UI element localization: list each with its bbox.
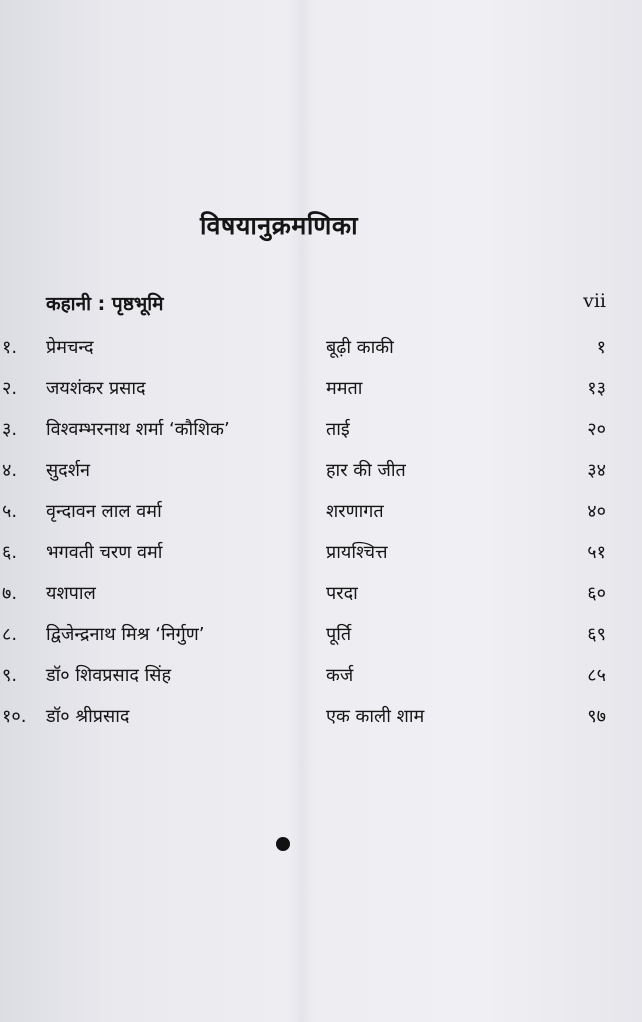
entry-number: ५. xyxy=(2,501,18,522)
toc-row xyxy=(0,376,642,410)
entry-number: १. xyxy=(2,337,18,358)
entry-number: ८. xyxy=(2,624,18,645)
story-title: शरणागत xyxy=(326,501,384,522)
page-title: विषयानुक्रमणिका xyxy=(200,211,359,240)
story-title: परदा xyxy=(326,583,358,604)
entry-number: २. xyxy=(2,378,18,399)
toc-row xyxy=(0,663,642,697)
page-number: ९७ xyxy=(587,706,606,727)
story-title: ममता xyxy=(326,378,363,399)
author-name: डॉ० शिवप्रसाद सिंह xyxy=(46,665,172,686)
entry-number: १०. xyxy=(2,706,27,727)
story-title: हार की जीत xyxy=(326,460,406,481)
page-number: ६९ xyxy=(587,624,606,645)
page-number: ५१ xyxy=(587,542,606,563)
page-number: ८५ xyxy=(587,665,606,686)
toc-intro-row xyxy=(0,290,642,324)
story-title: प्रायश्चित्त xyxy=(326,542,388,563)
story-title: एक काली शाम xyxy=(326,706,425,727)
toc-row xyxy=(0,704,642,738)
entry-number: ४. xyxy=(2,460,18,481)
toc-row xyxy=(0,335,642,369)
intro-page: vii xyxy=(583,290,606,312)
entry-number: ९. xyxy=(2,665,18,686)
author-name: सुदर्शन xyxy=(46,460,90,481)
author-name: प्रेमचन्द xyxy=(46,337,94,358)
page-number: १३ xyxy=(587,378,606,399)
intro-label: कहानी : पृष्ठभूमि xyxy=(46,293,164,315)
entry-number: ३. xyxy=(2,419,18,440)
page-number: ६० xyxy=(587,583,606,604)
toc-row xyxy=(0,499,642,533)
story-title: ताई xyxy=(326,419,350,440)
author-name: डॉ० श्रीप्रसाद xyxy=(46,706,130,727)
story-title: बूढ़ी काकी xyxy=(326,337,394,358)
page-number: ४० xyxy=(587,501,606,522)
toc-row xyxy=(0,417,642,451)
page-number: १ xyxy=(596,337,606,358)
end-bullet-dot xyxy=(276,837,290,851)
toc-row xyxy=(0,581,642,615)
entry-number: ६. xyxy=(2,542,18,563)
author-name: विश्वम्भरनाथ शर्मा ‘कौशिक’ xyxy=(46,419,230,440)
author-name: जयशंकर प्रसाद xyxy=(46,378,146,399)
page-number: ३४ xyxy=(587,460,606,481)
author-name: यशपाल xyxy=(46,583,96,604)
author-name: द्विजेन्द्रनाथ मिश्र ‘निर्गुण’ xyxy=(46,624,205,645)
story-title: कर्ज xyxy=(326,665,354,686)
toc-row xyxy=(0,458,642,492)
toc-row xyxy=(0,540,642,574)
page-number: २० xyxy=(587,419,606,440)
toc-row xyxy=(0,622,642,656)
entry-number: ७. xyxy=(2,583,18,604)
author-name: भगवती चरण वर्मा xyxy=(46,542,163,563)
author-name: वृन्दावन लाल वर्मा xyxy=(46,501,162,522)
story-title: पूर्ति xyxy=(326,624,352,645)
